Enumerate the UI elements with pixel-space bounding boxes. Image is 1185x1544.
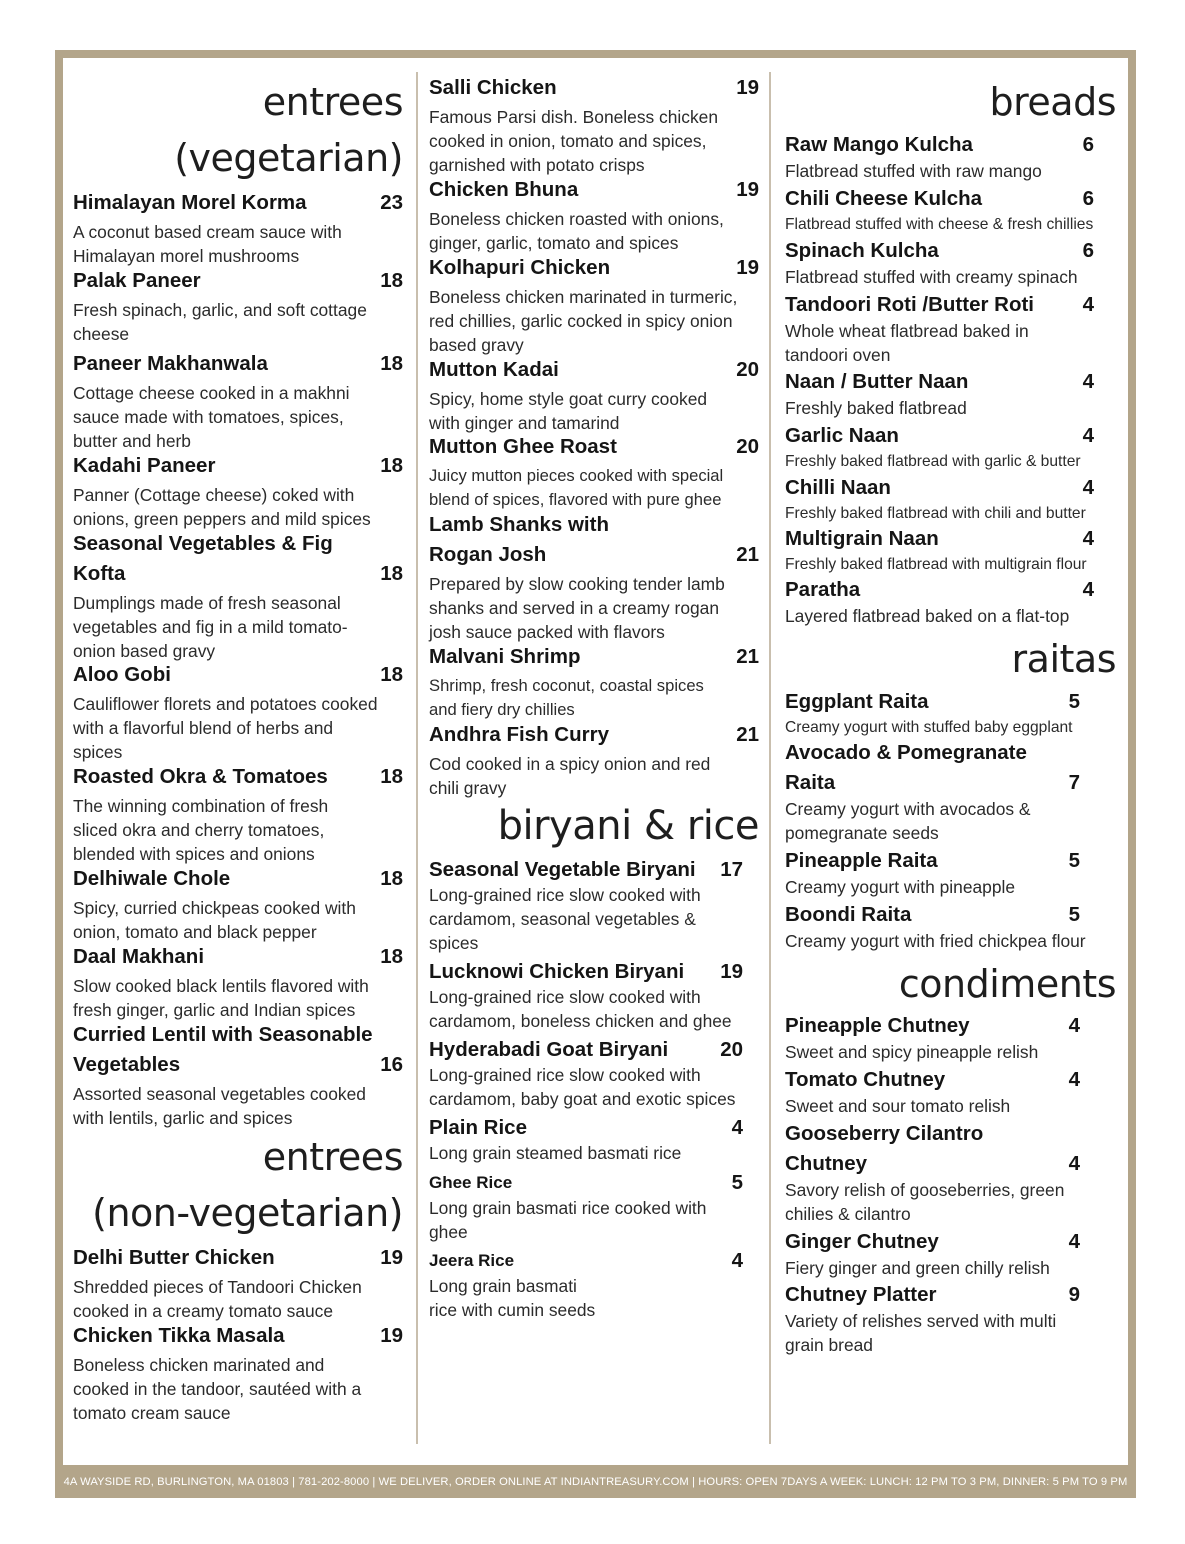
menu-item-description: sliced okra and cherry tomatoes, xyxy=(73,820,325,840)
menu-item-description: Sweet and spicy pineapple relish xyxy=(785,1042,1039,1062)
menu-item-name: Pineapple Raita xyxy=(785,849,938,872)
menu-item-description: Slow cooked black lentils flavored with xyxy=(73,976,369,996)
menu-item-description: Creamy yogurt with stuffed baby eggplant xyxy=(785,719,1073,736)
section-title-breads: breads xyxy=(989,80,1116,124)
menu-item-name: Naan / Butter Naan xyxy=(785,370,969,393)
menu-item-description: Boneless chicken roasted with onions, xyxy=(429,209,724,229)
section-title-veg-line2: (vegetarian) xyxy=(174,136,403,180)
menu-item-description: chilies & cilantro xyxy=(785,1204,911,1224)
section-title-nonveg-line1: entrees xyxy=(262,1135,403,1179)
menu-item-price: 4 xyxy=(1082,370,1094,393)
menu-item-price: 18 xyxy=(380,269,403,292)
menu-item-description: and fiery dry chillies xyxy=(429,700,575,719)
menu-item-name: Kadahi Paneer xyxy=(73,454,216,477)
menu-item-description: cooked in onion, tomato and spices, xyxy=(429,131,707,151)
menu-item-name: Hyderabadi Goat Biryani xyxy=(429,1038,669,1061)
menu-item-description: Flatbread stuffed with raw mango xyxy=(785,161,1042,181)
menu-item-description: Dumplings made of fresh seasonal xyxy=(73,593,341,613)
menu-item-price: 20 xyxy=(720,1038,743,1061)
menu-item-description: Panner (Cottage cheese) coked with xyxy=(73,485,355,505)
menu-item-name: Avocado & Pomegranate xyxy=(785,741,1027,764)
column-divider-left xyxy=(416,72,418,1444)
menu-item-description: cooked in a creamy tomato sauce xyxy=(73,1301,334,1321)
menu-item-description: Assorted seasonal vegetables cooked xyxy=(73,1084,366,1104)
menu-item-name: Himalayan Morel Korma xyxy=(73,191,307,214)
menu-item-description: butter and herb xyxy=(73,431,191,451)
menu-item-description: onions, green peppers and mild spices xyxy=(73,509,371,529)
menu-item-price: 4 xyxy=(1068,1230,1080,1253)
menu-item-description: rice with cumin seeds xyxy=(429,1300,596,1320)
menu-item-price: 23 xyxy=(380,191,403,214)
menu-item-description: A coconut based cream sauce with xyxy=(73,222,342,242)
menu-item-description: Long grain basmati xyxy=(429,1276,577,1296)
menu-item-price: 4 xyxy=(1068,1014,1080,1037)
menu-item-price: 5 xyxy=(1068,849,1080,872)
column-divider-right xyxy=(769,72,771,1444)
menu-item-description: vegetables and fig in a mild tomato- xyxy=(73,617,348,637)
menu-item-description: fresh ginger, garlic and Indian spices xyxy=(73,1000,356,1020)
menu-item-description: spices xyxy=(73,742,123,762)
menu-item-description: Shredded pieces of Tandoori Chicken xyxy=(73,1277,362,1297)
menu-item-description: Freshly baked flatbread with multigrain flour xyxy=(785,556,1087,573)
menu-item-price: 19 xyxy=(736,256,759,279)
menu-item-name: Seasonal Vegetables & Fig xyxy=(73,532,333,555)
menu-item-name: Ginger Chutney xyxy=(785,1230,939,1253)
menu-item-description: cooked in the tandoor, sautéed with a xyxy=(73,1379,362,1399)
menu-item-name-line2: Rogan Josh xyxy=(429,543,547,566)
menu-item-description: blend of spices, flavored with pure ghee xyxy=(429,490,722,509)
menu-item-price: 4 xyxy=(1082,527,1094,550)
menu-item-description: Long grain basmati rice cooked with xyxy=(429,1198,707,1218)
menu-item-description: tandoori oven xyxy=(785,345,891,365)
menu-item-description: Freshly baked flatbread with garlic & butter xyxy=(785,453,1081,470)
menu-item-description: onion, tomato and black pepper xyxy=(73,922,317,942)
menu-item-name: Salli Chicken xyxy=(429,76,557,99)
menu-item-description: Sweet and sour tomato relish xyxy=(785,1096,1011,1116)
menu-item-description: Juicy mutton pieces cooked with special xyxy=(429,466,724,485)
menu-item-description: The winning combination of fresh xyxy=(73,796,329,816)
menu-item-price: 7 xyxy=(1068,771,1080,794)
menu-item-name: Chili Cheese Kulcha xyxy=(785,187,983,210)
menu-item-name-line2: Kofta xyxy=(73,562,126,585)
menu-item-name: Eggplant Raita xyxy=(785,690,929,713)
menu-item-name: Curried Lentil with Seasonable xyxy=(73,1023,373,1046)
menu-item-description: Spicy, curried chickpeas cooked with xyxy=(73,898,356,918)
menu-item-price: 18 xyxy=(380,765,403,788)
menu-item-name: Tandoori Roti /Butter Roti xyxy=(785,293,1035,316)
menu-item-price: 18 xyxy=(380,454,403,477)
menu-item-description: ginger, garlic, tomato and spices xyxy=(429,233,679,253)
menu-item-price: 4 xyxy=(1082,424,1094,447)
menu-item-price: 5 xyxy=(1068,903,1080,926)
menu-item-name: Seasonal Vegetable Biryani xyxy=(429,858,696,881)
section-title-raitas: raitas xyxy=(1011,637,1116,681)
menu-item-description: based gravy xyxy=(429,335,524,355)
menu-item-price: 4 xyxy=(1082,476,1094,499)
menu-item-description: Fresh spinach, garlic, and soft cottage xyxy=(73,300,367,320)
footer-info: 4A WAYSIDE RD, BURLINGTON, MA 01803 | 781-202-8000 | WE DELIVER, ORDER ONLINE AT INDIANTREASURY.COM | HOURS: OPEN 7DAYS A WEEK: LUNCH: 12 PM TO 3 PM, DINNER: 5 PM TO 9 PM xyxy=(63,1475,1128,1488)
menu-item-price: 5 xyxy=(1068,690,1080,713)
menu-item-price: 6 xyxy=(1082,239,1094,262)
menu-item-description: Fiery ginger and green chilly relish xyxy=(785,1258,1050,1278)
menu-item-description: Freshly baked flatbread with chili and butter xyxy=(785,505,1086,522)
menu-item-price: 18 xyxy=(380,945,403,968)
menu-item-description: Flatbread stuffed with creamy spinach xyxy=(785,267,1078,287)
menu-item-name: Boondi Raita xyxy=(785,903,912,926)
menu-item-description: Creamy yogurt with fried chickpea flour xyxy=(785,931,1086,951)
menu-item-description: cardamom, seasonal vegetables & xyxy=(429,909,696,929)
menu-item-description: Himalayan morel mushrooms xyxy=(73,246,300,266)
menu-item-description: with lentils, garlic and spices xyxy=(73,1108,293,1128)
menu-item-description: Prepared by slow cooking tender lamb xyxy=(429,574,725,594)
menu-item-price: 20 xyxy=(736,435,759,458)
menu-item-description: Creamy yogurt with avocados & xyxy=(785,799,1031,819)
menu-item-description: Boneless chicken marinated and xyxy=(73,1355,325,1375)
menu-item-price: 18 xyxy=(380,867,403,890)
menu-item-name: Spinach Kulcha xyxy=(785,239,939,262)
menu-item-name: Mutton Kadai xyxy=(429,358,559,381)
menu-item-price: 17 xyxy=(720,858,743,881)
menu-item-description: Savory relish of gooseberries, green xyxy=(785,1180,1065,1200)
menu-item-description: Layered flatbread baked on a flat-top xyxy=(785,606,1070,626)
menu-item-description: Freshly baked flatbread xyxy=(785,398,967,418)
menu-item-description: with a flavorful blend of herbs and xyxy=(73,718,334,738)
menu-item-description: garnished with potato crisps xyxy=(429,155,645,175)
menu-item-description: grain bread xyxy=(785,1335,873,1355)
menu-item-name: Aloo Gobi xyxy=(73,663,171,686)
menu-item-name: Mutton Ghee Roast xyxy=(429,435,617,458)
menu-item-price: 18 xyxy=(380,663,403,686)
menu-item-price: 16 xyxy=(380,1053,403,1076)
menu-item-name: Multigrain Naan xyxy=(785,527,939,550)
menu-item-name: Delhiwale Chole xyxy=(73,867,231,890)
menu-item-price: 4 xyxy=(1068,1068,1080,1091)
menu-item-name: Palak Paneer xyxy=(73,269,201,292)
menu-item-name: Tomato Chutney xyxy=(785,1068,946,1091)
menu-item-description: josh sauce packed with flavors xyxy=(429,622,665,642)
menu-item-name: Paratha xyxy=(785,578,861,601)
menu-item-name: Lamb Shanks with xyxy=(429,513,609,536)
menu-item-description: onion based gravy xyxy=(73,641,216,661)
menu-item-price: 4 xyxy=(731,1249,743,1272)
menu-item-name-line2: Chutney xyxy=(785,1152,867,1175)
menu-item-name: Chicken Bhuna xyxy=(429,178,579,201)
menu-item-name: Gooseberry Cilantro xyxy=(785,1122,984,1145)
menu-item-description: red chillies, garlic cocked in spicy onion xyxy=(429,311,733,331)
menu-item-price: 21 xyxy=(736,543,759,566)
menu-item-price: 6 xyxy=(1082,133,1094,156)
menu-item-name: Kolhapuri Chicken xyxy=(429,256,611,279)
menu-item-price: 19 xyxy=(736,178,759,201)
section-title-condiments: condiments xyxy=(898,962,1116,1006)
menu-item-name: Chicken Tikka Masala xyxy=(73,1324,285,1347)
menu-item-description: pomegranate seeds xyxy=(785,823,939,843)
menu-item-name: Ghee Rice xyxy=(429,1173,513,1192)
menu-item-description: ghee xyxy=(429,1222,468,1242)
menu-item-price: 19 xyxy=(736,76,759,99)
menu-item-description: spices xyxy=(429,933,479,953)
menu-item-description: Variety of relishes served with multi xyxy=(785,1311,1057,1331)
menu-item-name: Chilli Naan xyxy=(785,476,891,499)
menu-item-description: blended with spices and onions xyxy=(73,844,315,864)
menu-item-description: Cauliflower florets and potatoes cooked xyxy=(73,694,378,714)
menu-item-description: Cod cooked in a spicy onion and red xyxy=(429,754,711,774)
menu-item-description: Cottage cheese cooked in a makhni xyxy=(73,383,350,403)
menu-item-name: Jeera Rice xyxy=(429,1251,515,1270)
menu-item-description: Spicy, home style goat curry cooked xyxy=(429,389,708,409)
menu-item-price: 4 xyxy=(1068,1152,1080,1175)
section-title-veg-line1: entrees xyxy=(262,80,403,124)
menu-item-description: shanks and served in a creamy rogan xyxy=(429,598,720,618)
menu-item-description: sauce made with tomatoes, spices, xyxy=(73,407,344,427)
menu-item-price: 5 xyxy=(731,1171,743,1194)
menu-item-description: Shrimp, fresh coconut, coastal spices xyxy=(429,676,704,695)
menu-item-name-line2: Vegetables xyxy=(73,1053,181,1076)
menu-item-description: Long-grained rice slow cooked with xyxy=(429,987,701,1007)
menu-item-name-line2: Raita xyxy=(785,771,836,794)
menu-item-name: Pineapple Chutney xyxy=(785,1014,970,1037)
menu-item-description: cheese xyxy=(73,324,130,344)
menu-item-description: Famous Parsi dish. Boneless chicken xyxy=(429,107,719,127)
menu-item-description: Long grain steamed basmati rice xyxy=(429,1143,682,1163)
section-title-biryani: biryani & rice xyxy=(497,803,759,849)
menu-item-description: with ginger and tamarind xyxy=(429,413,620,433)
menu-item-description: tomato cream sauce xyxy=(73,1403,231,1423)
menu-item-name: Raw Mango Kulcha xyxy=(785,133,973,156)
menu-item-price: 6 xyxy=(1082,187,1094,210)
menu-item-description: Flatbread stuffed with cheese & fresh chillies xyxy=(785,216,1094,233)
menu-item-name: Delhi Butter Chicken xyxy=(73,1246,275,1269)
menu-item-description: Long-grained rice slow cooked with xyxy=(429,885,701,905)
menu-item-name: Malvani Shrimp xyxy=(429,645,581,668)
menu-item-name: Chutney Platter xyxy=(785,1283,937,1306)
menu-item-description: chili gravy xyxy=(429,778,507,798)
menu-item-description: Whole wheat flatbread baked in xyxy=(785,321,1029,341)
menu-item-price: 21 xyxy=(736,645,759,668)
menu-item-price: 21 xyxy=(736,723,759,746)
menu-item-price: 18 xyxy=(380,352,403,375)
menu-item-description: Creamy yogurt with pineapple xyxy=(785,877,1016,897)
menu-item-name: Roasted Okra & Tomatoes xyxy=(73,765,328,788)
menu-item-name: Daal Makhani xyxy=(73,945,205,968)
menu-item-name: Paneer Makhanwala xyxy=(73,352,268,375)
menu-item-price: 4 xyxy=(1082,293,1094,316)
menu-item-description: cardamom, baby goat and exotic spices xyxy=(429,1089,736,1109)
menu-item-price: 18 xyxy=(380,562,403,585)
menu-item-price: 19 xyxy=(380,1324,403,1347)
menu-item-price: 20 xyxy=(736,358,759,381)
menu-item-price: 19 xyxy=(720,960,743,983)
menu-item-price: 9 xyxy=(1068,1283,1080,1306)
menu-item-description: Long-grained rice slow cooked with xyxy=(429,1065,701,1085)
menu-item-description: Boneless chicken marinated in turmeric, xyxy=(429,287,738,307)
menu-item-name: Plain Rice xyxy=(429,1116,527,1139)
menu-item-name: Garlic Naan xyxy=(785,424,899,447)
section-title-nonveg-line2: (non-vegetarian) xyxy=(92,1191,403,1235)
menu-item-name: Lucknowi Chicken Biryani xyxy=(429,960,685,983)
menu-item-name: Andhra Fish Curry xyxy=(429,723,609,746)
menu-item-description: cardamom, boneless chicken and ghee xyxy=(429,1011,732,1031)
menu-item-price: 19 xyxy=(380,1246,403,1269)
menu-item-price: 4 xyxy=(1082,578,1094,601)
menu-item-price: 4 xyxy=(731,1116,743,1139)
